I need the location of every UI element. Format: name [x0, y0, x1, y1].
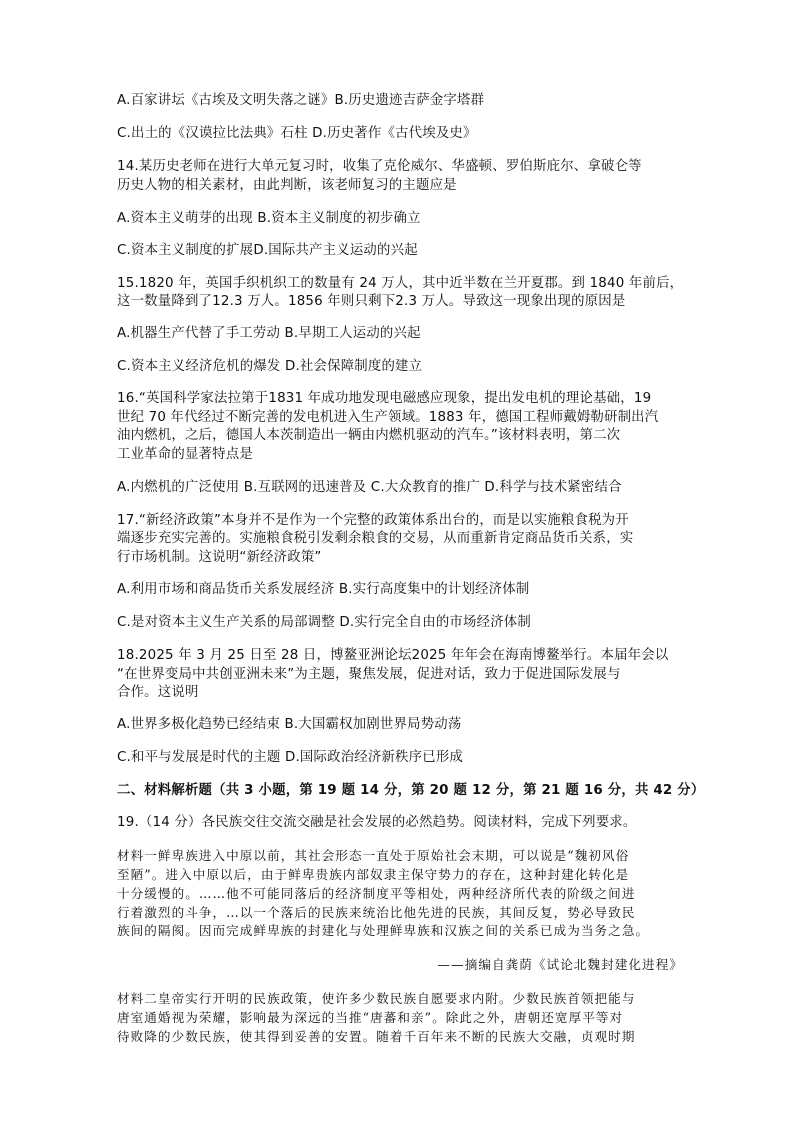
q17-stem-line-2: 端逐步充实完善的。实施粮食税引发剩余粮食的交易，从而重新肯定商品货币关系，实: [117, 531, 634, 546]
q14-stem-line-2: 历史人物的相关素材，由此判断，该老师复习的主题应是: [117, 178, 457, 193]
q15-options-cd: C.资本主义经济危机的爆发 D.社会保障制度的建立: [117, 359, 423, 374]
q18-stem-line-3: 合作。这说明: [117, 685, 199, 700]
q17-options-cd: C.是对资本主义生产关系的局部调整 D.实行完全自由的市场经济体制: [117, 615, 531, 630]
q14-options-cd: C.资本主义制度的扩展D.国际共产主义运动的兴起: [117, 243, 418, 258]
q18-stem-line-2: “在世界变局中共创亚洲未来”为主题，聚焦发展，促进对话，致力于促进国际发展与: [117, 667, 621, 682]
q19-stem: 19.（14 分）各民族交往交流交融是社会发展的必然趋势。阅读材料，完成下列要求。: [117, 815, 637, 830]
q14-options-ab: A.资本主义萌芽的出现 B.资本主义制度的初步确立: [117, 211, 421, 226]
q15-stem-line-2: 这一数量降到了12.3 万人。1856 年则只剩下2.3 万人。导致这一现象出现的原因是: [117, 294, 626, 309]
q13-options-cd: C.出土的《汉谟拉比法典》石柱 D.历史著作《古代埃及史》: [117, 126, 477, 141]
q17-stem-line-3: 行市场机制。这说明“新经济政策”: [117, 550, 322, 565]
material-2-line-2: 唐室通婚视为荣耀，影响最为深远的当推“唐蕃和亲”。除此之外，唐朝还宽厚平等对: [117, 1010, 624, 1025]
q18-stem-line-1: 18.2025 年 3 月 25 日至 28 日，博鳌亚洲论坛2025 年年会在海南博鳌举行。本届年会以: [117, 648, 669, 663]
q14-stem-line-1: 14.某历史老师在进行大单元复习时，收集了克伦威尔、华盛顿、罗伯斯庇尔、拿破仑等: [117, 159, 642, 174]
q15-stem-line-1: 15.1820 年，英国手织机织工的数量有 24 万人，其中近半数在兰开夏郡。到 1840 年前后，: [117, 276, 684, 291]
material-1-line-5: 族间的隔阂。因而完成鲜卑族的封建化与处理鲜卑族和汉族之间的关系已成为当务之急。: [117, 923, 650, 938]
q16-options: A.内燃机的广泛使用 B.互联网的迅速普及 C.大众教育的推广 D.科学与技术紧密结合: [117, 480, 622, 495]
material-1-source: ——摘编自龚荫《试论北魏封建化进程》: [437, 957, 683, 972]
q15-options-ab: A.机器生产代替了手工劳动 B.早期工人运动的兴起: [117, 326, 421, 341]
material-2-line-3: 待败降的少数民族，使其得到妥善的安置。随着千百年来不断的民族大交融，贞观时期: [117, 1029, 636, 1044]
q17-stem-line-1: 17.“新经济政策”本身并不是作为一个完整的政策体系出台的，而是以实施粮食税为开: [117, 513, 629, 528]
material-1-line-4: 行着激烈的斗争，…以一个落后的民族来统治比他先进的民族，其间反复，势必导致民: [117, 905, 636, 920]
q13-options-ab: A.百家讲坛《古埃及文明失落之谜》B.历史遗迹吉萨金字塔群: [117, 93, 485, 108]
material-2-line-1: 材料二皇帝实行开明的民族政策，使许多少数民族自愿要求内附。少数民族首领把能与: [117, 991, 636, 1006]
q17-options-ab: A.利用市场和商品货币关系发展经济 B.实行高度集中的计划经济体制: [117, 582, 530, 597]
material-1-line-3: 十分缓慢的。……他不可能同落后的经济制度平等相处，两种经济所代表的阶级之间进: [117, 886, 636, 901]
q16-stem-line-3: 油内燃机，之后，德国人本茨制造出一辆由内燃机驱动的汽车。”该材料表明，第二次: [117, 428, 621, 443]
q16-stem-line-1: 16.“英国科学家法拉第于1831 年成功地发现电磁感应现象，提出发电机的理论基础，19: [117, 391, 652, 406]
material-1-line-2: 至陋”。进入中原以后，由于鲜卑贵族内部奴隶主保守势力的存在，这种封建化转化是: [117, 867, 630, 882]
q16-stem-line-4: 工业革命的显著特点是: [117, 447, 253, 462]
q16-stem-line-2: 世纪 70 年代经过不断完善的发电机进入生产领域。1883 年，德国工程师戴姆勒研制出汽: [117, 410, 659, 425]
section-heading-material-analysis: 二、材料解析题（共 3 小题，第 19 题 14 分，第 20 题 12 分，第 21 题 16 分，共 42 分）: [117, 783, 705, 798]
q18-options-ab: A.世界多极化趋势已经结束 B.大国霸权加剧世界局势动荡: [117, 717, 462, 732]
q18-options-cd: C.和平与发展是时代的主题 D.国际政治经济新秩序已形成: [117, 750, 464, 765]
material-1-line-1: 材料一鲜卑族进入中原以前，其社会形态一直处于原始社会末期，可以说是“魏初风俗: [117, 848, 630, 863]
